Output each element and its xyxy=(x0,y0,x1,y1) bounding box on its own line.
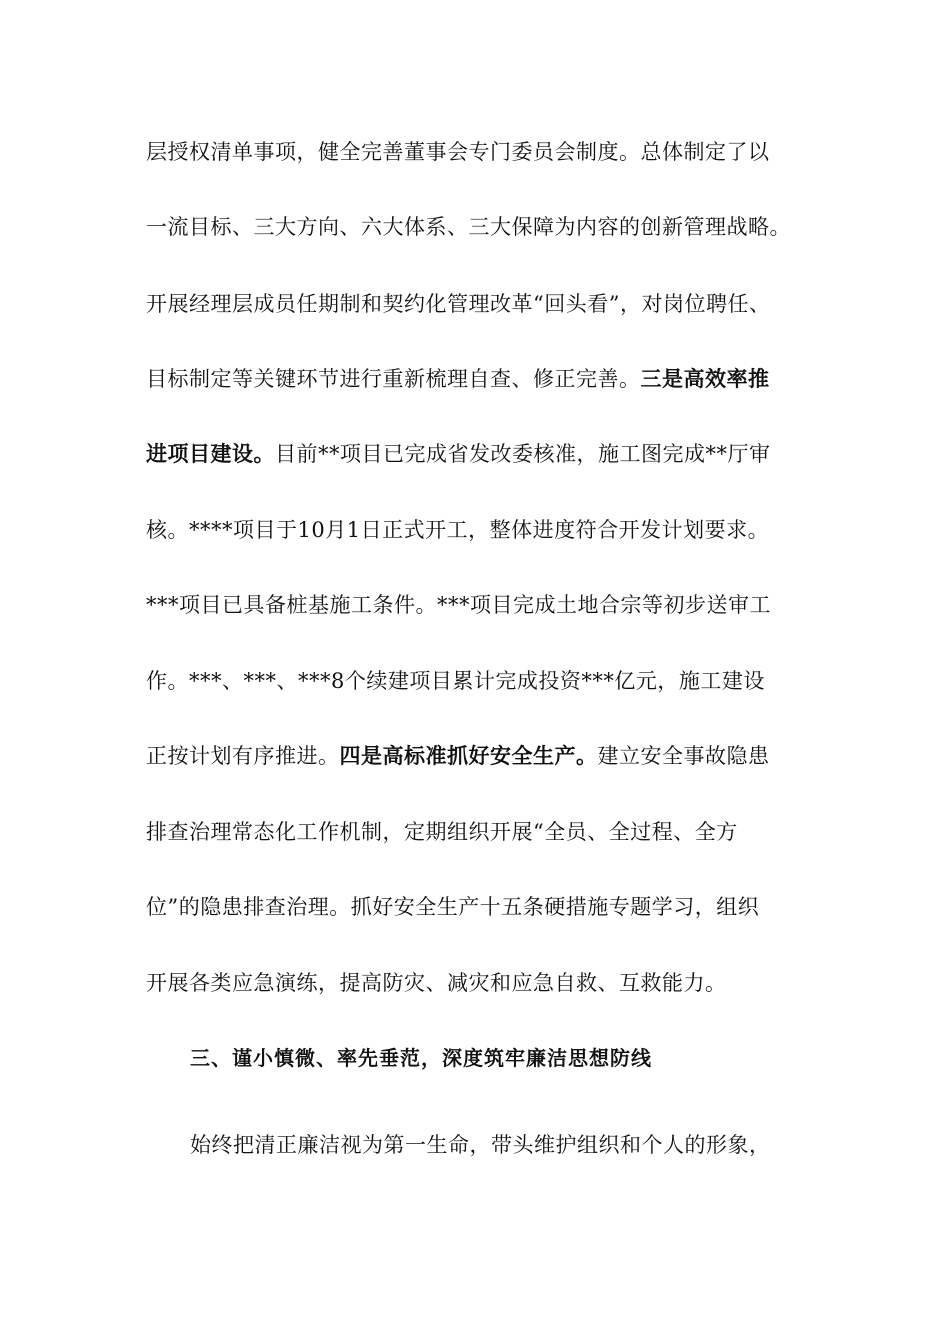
text-line xyxy=(146,742,836,770)
text-span: 层授权清单事项，健全完善董事会专门委员会制度。总体制定了以 xyxy=(146,140,770,164)
text-span: ***项目已具备桩基施工条件。***项目完成土地合宗等初步送审工 xyxy=(146,593,771,617)
text-line xyxy=(146,516,836,544)
bold-heading-span: 三是高效率推 xyxy=(640,366,770,391)
text-span: 一流目标、三大方向、六大体系、三大保障为内容的创新管理战略。 xyxy=(146,215,791,239)
section-heading-text: 三、谨小慎微、率先垂范，深度筑牢廉洁思想防线 xyxy=(190,1046,652,1070)
text-span: 位”的隐患排查治理。抓好安全生产十五条硬措施专题学习，组织 xyxy=(146,895,760,919)
text-span: 正按计划有序推进。 xyxy=(146,744,340,768)
text-line xyxy=(146,138,836,166)
text-span: 始终把清正廉洁视为第一生命，带头维护组织和个人的形象， xyxy=(190,1133,771,1157)
text-span: 开展经理层成员任期制和契约化管理改革“回头看”，对岗位聘任、 xyxy=(146,292,771,316)
section-heading xyxy=(190,1044,880,1072)
text-line xyxy=(146,591,836,619)
text-line xyxy=(146,365,836,393)
text-span: 目标制定等关键环节进行重新梳理自查、修正完善。 xyxy=(146,367,641,391)
text-line xyxy=(146,818,836,846)
text-span: 建立安全事故隐患 xyxy=(597,744,770,768)
text-line xyxy=(146,969,836,997)
text-line xyxy=(146,213,836,241)
text-line xyxy=(146,290,836,318)
text-span: 目前**项目已完成省发改委核准，施工图完成**厅审 xyxy=(275,442,771,466)
text-span: 核。****项目于10月1日正式开工，整体进度符合开发计划要求。 xyxy=(146,518,770,542)
text-span: 排查治理常态化工作机制，定期组织开展“全员、全过程、全方 xyxy=(146,820,738,844)
text-span: 作。***、***、***8个续建项目累计完成投资***亿元，施工建设 xyxy=(146,669,765,693)
bold-heading-span: 四是高标准抓好安全生产。 xyxy=(339,743,598,768)
bold-heading-span: 进项目建设。 xyxy=(146,441,275,466)
text-line xyxy=(146,893,836,921)
text-line xyxy=(146,667,836,695)
text-line xyxy=(146,440,836,468)
text-line xyxy=(190,1131,880,1159)
text-span: 开展各类应急演练，提高防灾、减灾和应急自救、互救能力。 xyxy=(146,971,727,995)
